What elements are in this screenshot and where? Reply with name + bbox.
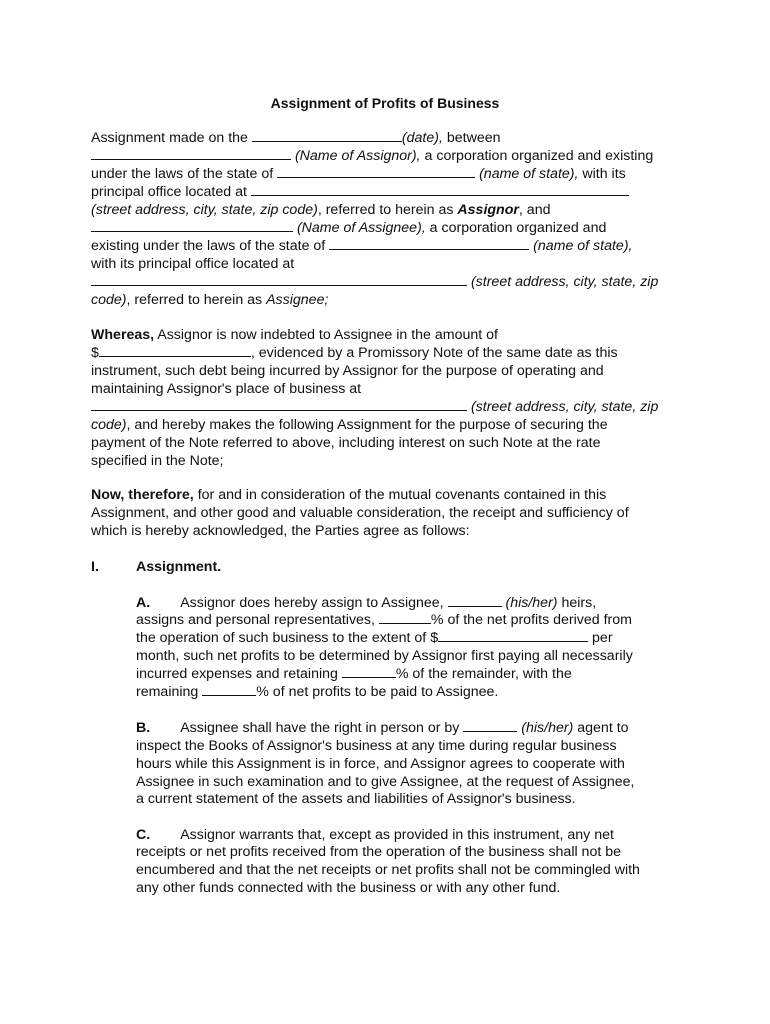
his-her-blank-b[interactable] — [463, 719, 517, 732]
section-heading: Assignment. — [136, 559, 222, 575]
intro-line-4: principal office located at — [91, 183, 629, 201]
date-blank[interactable] — [252, 129, 402, 142]
now-line-3: which is hereby acknowledged, the Parties agree as follows: — [91, 523, 470, 539]
para-c-line-4: any other funds connected with the business or with any other fund. — [136, 880, 561, 896]
para-c-line-1: C. Assignor warrants that, except as provided in this instrument, any net — [136, 827, 614, 843]
assignee-address-blank[interactable] — [91, 273, 467, 286]
intro-line-3: under the laws of the state of (name of state), with its — [91, 166, 626, 182]
whereas-line-8: specified in the Note; — [91, 453, 224, 469]
assignee-state-blank[interactable] — [329, 237, 529, 250]
whereas-line-4: maintaining Assignor's place of business at — [91, 381, 362, 397]
business-address-blank[interactable] — [91, 398, 467, 411]
whereas-line-1: Whereas, Assignor is now indebted to Assignee in the amount of — [91, 327, 498, 343]
para-a-line-5: incurred expenses and retaining % of the remainder, with the — [136, 666, 572, 682]
intro-line-7: existing under the laws of the state of (name of state), — [91, 238, 633, 254]
para-a-line-1: A. Assignor does hereby assign to Assignee, (his/her) heirs, — [136, 595, 597, 611]
assignor-name-blank[interactable] — [91, 147, 291, 160]
whereas-line-3: instrument, such debt being incurred by Assignor for the purpose of operating and — [91, 363, 604, 379]
para-c-line-3: encumbered and that the net receipts or net profits shall not be commingled with — [136, 862, 640, 878]
section-number: I. — [91, 559, 99, 575]
whereas-line-5: (street address, city, state, zip — [91, 398, 658, 416]
para-b-line-5: a current statement of the assets and liabilities of Assignor's business. — [136, 791, 576, 807]
intro-line-6: (Name of Assignee), a corporation organized and — [91, 219, 606, 237]
assignor-address-blank[interactable] — [251, 183, 629, 196]
assignor-state-blank[interactable] — [277, 165, 475, 178]
para-b-line-4: Assignee in such examination and to give Assignee, at the request of Assignee, — [136, 774, 635, 790]
whereas-line-6: code), and hereby makes the following Assignment for the purpose of securing the — [91, 417, 608, 433]
assignee-name-blank[interactable] — [91, 219, 293, 232]
para-a-line-3: the operation of such business to the extent of $ per — [136, 630, 613, 646]
para-a-line-4: month, such net profits to be determined by Assignor first paying all necessarily — [136, 648, 633, 664]
para-b-line-3: hours while this Assignment is in force, and Assignor agrees to cooperate with — [136, 756, 625, 772]
whereas-line-7: payment of the Note referred to above, including interest on such Note at the rate — [91, 435, 601, 451]
now-line-2: Assignment, and other good and valuable consideration, the receipt and sufficiency of — [91, 505, 629, 521]
debt-amount-blank[interactable] — [99, 344, 251, 357]
percent-remaining-blank[interactable] — [202, 683, 256, 696]
intro-line-10: code), referred to herein as Assignee; — [91, 292, 329, 308]
his-her-blank-a[interactable] — [448, 594, 502, 607]
now-line-1: Now, therefore, for and in consideration of the mutual covenants contained in this — [91, 487, 607, 503]
intro-line-5: (street address, city, state, zip code), referred to herein as Assignor, and — [91, 202, 551, 218]
intro-line-9: (street address, city, state, zip — [91, 273, 658, 291]
percent-profits-blank[interactable] — [379, 611, 431, 624]
para-a-line-6: remaining % of net profits to be paid to Assignee. — [136, 684, 499, 700]
para-c-line-2: receipts or net profits received from the operation of the business shall not be — [136, 844, 622, 860]
para-b-line-2: inspect the Books of Assignor's business at any time during regular business — [136, 738, 617, 754]
percent-retained-blank[interactable] — [342, 665, 396, 678]
whereas-line-2: $ , evidenced by a Promissory Note of the same date as this — [91, 345, 618, 361]
para-a-line-2: assigns and personal representatives, % of the net profits derived from — [136, 612, 632, 628]
extent-amount-blank[interactable] — [438, 629, 588, 642]
intro-line-1: Assignment made on the (date), between — [91, 130, 501, 146]
document-title: Assignment of Profits of Business — [270, 95, 500, 111]
para-b-line-1: B. Assignee shall have the right in person or by (his/her) agent to — [136, 720, 629, 736]
intro-line-2: (Name of Assignor), a corporation organized and existing — [91, 147, 653, 165]
intro-line-8: with its principal office located at — [91, 256, 295, 272]
